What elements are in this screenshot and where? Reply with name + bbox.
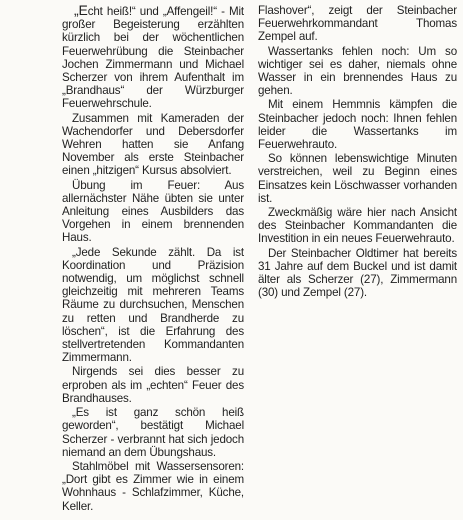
paragraph-oldtimer: Der Steinbacher Oldtimer hat bereits 31 Jahre auf dem Buckel und ist damit älter als Scherzer (27), Zimmermann (30) und Zempel (27). — [258, 246, 457, 300]
paragraph-quote-scherzer: „Es ist ganz schön heiß geworden“, bestätigt Michael Scherzer - verbrannt hat sich jedoch niemand an dem Übungshaus. — [62, 406, 244, 459]
paragraph-intro: „Echt heiß!“ und „Affengeil!“ - Mit großer Begeisterung erzählten kürzlich bei der wöchentlichen Feuerwehrübung die Steinbacher Jochen Zimmermann und Michael Scherzer von ihrem Aufenthalt im „Brandhaus“ der Würzburger Feuerwehrschule. — [62, 2, 244, 111]
paragraph-obstacle: Mit einem Hemmnis kämpfen die Steinbacher jedoch noch: Ihnen fehlen leider die Wassertanks im Feuerwehrauto. — [258, 98, 457, 152]
paragraph-exercise: Übung im Feuer: Aus allernächster Nähe übten sie unter Anleitung eines Ausbilders das Vorgehen in einem brennenden Haus. — [62, 178, 244, 245]
paragraph-steel-furniture: Stahlmöbel mit Wassersensoren: „Dort gibt es Zimmer wie in einem Wohnhaus - Schlafzimmer, Küche, Keller. — [62, 459, 244, 513]
paragraph-course: Zusammen mit Kameraden der Wachendorfer und Debersdorfer Wehren hatten sie Anfang November als erste Steinbacher einen „hitzigen“ Kursus absolviert. — [62, 111, 244, 178]
paragraph-quote-zimmermann: „Jede Sekunde zählt. Da ist Koordination und Präzision notwendig, um möglichst schnell gleichzeitig mit mehreren Teams Räume zu durchsuchen, Menschen zu retten und Brandherde zu löschen“, ist die Erfahrung des stellvertretenden Kommandanten Zimmermann. — [62, 245, 244, 365]
paragraph-new-vehicle: Zweckmäßig wäre hier nach Ansicht des Steinbacher Kommandanten die Investition in ein neues Feuerwehrauto. — [258, 206, 457, 246]
paragraph-flashover: Flashover“, zeigt der Steinbacher Feuerwehrkommandant Thomas Zempel auf. — [258, 4, 457, 44]
paragraph-brandhaus: Nirgends sei dies besser zu erproben als im „echten“ Feuer des Brandhauses. — [62, 365, 244, 405]
article-column-right — [258, 4, 457, 300]
paragraph-minutes: So können lebenswichtige Minuten verstreichen, weil zu Beginn eines Einsatzes kein Löschwasser vorhanden ist. — [258, 152, 457, 205]
paragraph-water-tanks: Wassertanks fehlen noch: Um so wichtiger sei es daher, niemals ohne Wasser in ein brennendes Haus zu gehen. — [258, 44, 457, 98]
article-column-left — [62, 4, 244, 514]
